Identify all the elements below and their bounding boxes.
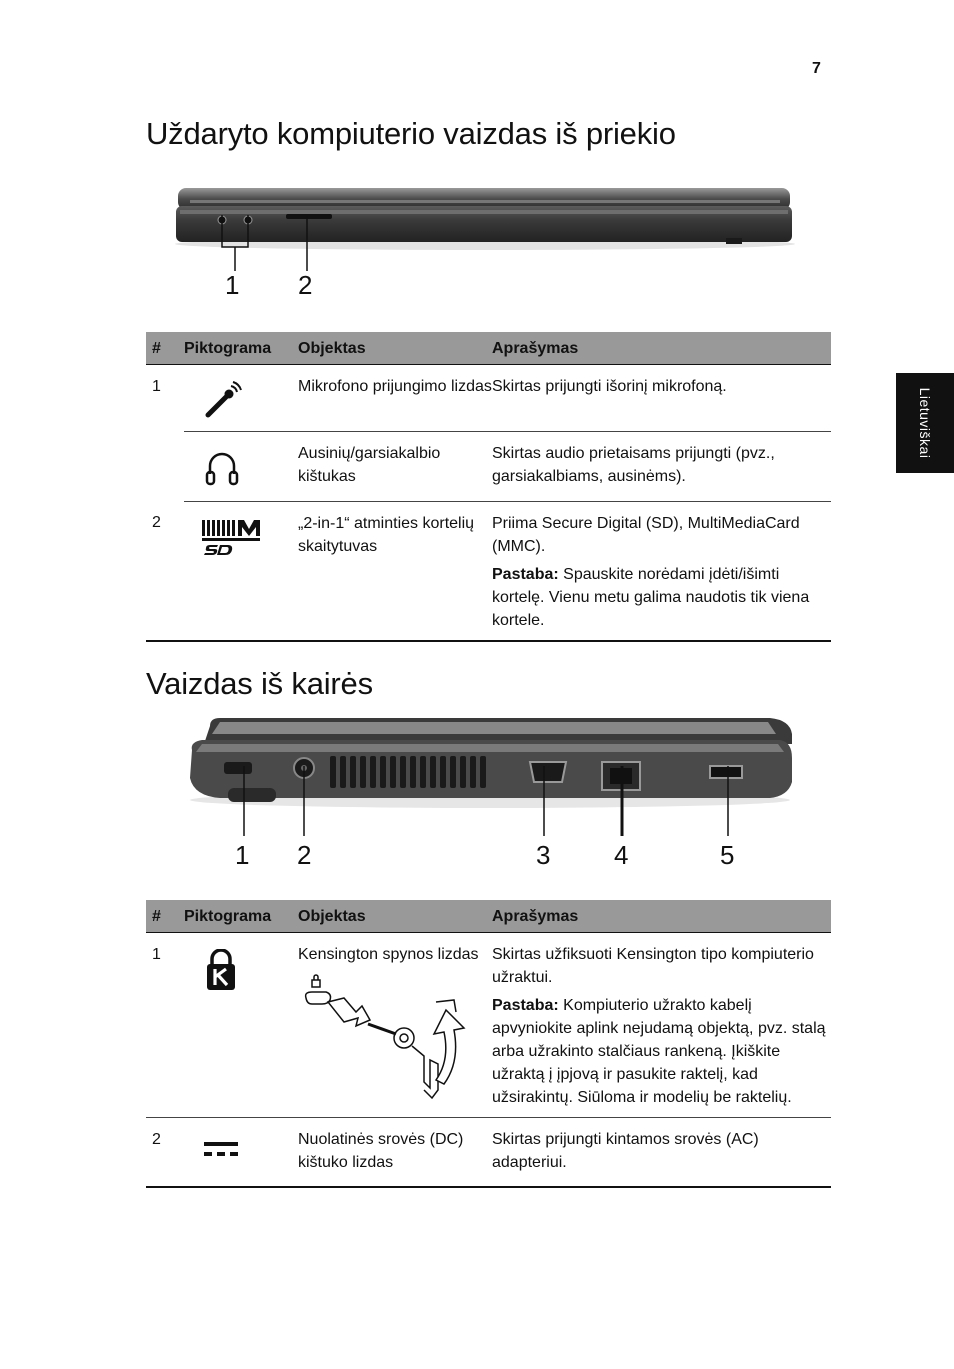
row-description [492,501,831,641]
row-description: Skirtas prijungti kintamos srovės (AC) adapteriui. [492,1118,831,1188]
front-ports-table [146,332,831,642]
table-row [146,501,831,641]
column-header-object: Objektas [298,900,492,933]
row-object: Nuolatinės srovės (DC) kištuko lizdas [298,1118,492,1188]
dc-power-icon [202,1134,242,1164]
object-text: Kensington spynos lizdas [298,946,479,963]
note-label: Pastaba: [492,997,559,1014]
note-text [492,563,831,632]
note-body: Kompiuterio užrakto kabelį apvyniokite aplink nejudamą objektą, pvz. stalą arba užrakinto stalčiaus rankeną. Įkiškite užraktą į įpjovą ir pasukite raktelį, kad užsirakintų. Siūloma ir modelių be raktelių. [492,997,826,1106]
kensington-lock-diagram [304,972,474,1102]
row-icon [184,1118,298,1188]
left-ports-table [146,900,831,1188]
column-header-object: Objektas [298,332,492,365]
note-body: Spauskite norėdami įdėti/išimti kortelę. Vienu metu galima naudotis tik viena kortele. [492,565,810,629]
row-icon [184,501,298,641]
column-header-description: Aprašymas [492,900,831,933]
note-text [492,994,831,1109]
description-text: Skirtas užfiksuoti Kensington tipo kompiuterio užraktui. [492,946,814,986]
front-callout-lines [215,215,325,275]
page-number: 7 [812,60,821,77]
row-icon [184,933,298,1118]
row-icon [184,431,298,501]
column-header-number: # [146,332,184,365]
left-callout-lines [230,766,750,840]
front-callout-2: 2 [298,270,313,300]
left-callout-2: 2 [297,840,312,870]
row-object: Mikrofono prijungimo lizdas [298,365,492,432]
row-object: Ausinių/garsiakalbio kištukas [298,431,492,501]
left-callout-1: 1 [235,840,250,870]
left-callout-5: 5 [720,840,735,870]
row-number: 2 [146,501,184,641]
row-description: Skirtas audio prietaisams prijungti (pvz., garsiakalbiams, ausinėms). [492,431,831,501]
card-reader-icon [202,518,264,558]
section-title-front: Uždaryto kompiuterio vaizdas iš priekio [146,116,676,151]
table-row [146,1118,831,1188]
column-header-icon: Piktograma [184,900,298,933]
language-tab [896,373,954,473]
column-header-description: Aprašymas [492,332,831,365]
row-icon [184,365,298,432]
row-number: 2 [146,1118,184,1188]
language-tab-label: Lietuviškai [917,387,933,459]
column-header-number: # [146,900,184,933]
row-description: Skirtas prijungti išorinį mikrofoną. [492,365,831,432]
note-label: Pastaba: [492,565,559,583]
table-header-row [146,900,831,933]
row-description [492,933,831,1118]
left-callout-4: 4 [614,840,629,870]
section-title-left: Vaizdas iš kairės [146,666,373,701]
row-number: 1 [146,933,184,1118]
table-row [146,933,831,1118]
headphones-icon [202,448,242,488]
row-object: „2-in-1“ atminties kortelių skaitytuvas [298,501,492,641]
row-number: 1 [152,378,161,395]
row-object [298,933,492,1118]
description-text: Priima Secure Digital (SD), MultiMediaCard (MMC). [492,514,800,555]
table-row [146,365,831,432]
table-row [146,431,831,501]
microphone-icon [202,381,242,421]
row-number [146,431,184,501]
column-header-icon: Piktograma [184,332,298,365]
table-header-row [146,332,831,365]
left-callout-3: 3 [536,840,551,870]
front-callout-1: 1 [225,270,240,300]
kensington-lock-icon [202,949,242,991]
